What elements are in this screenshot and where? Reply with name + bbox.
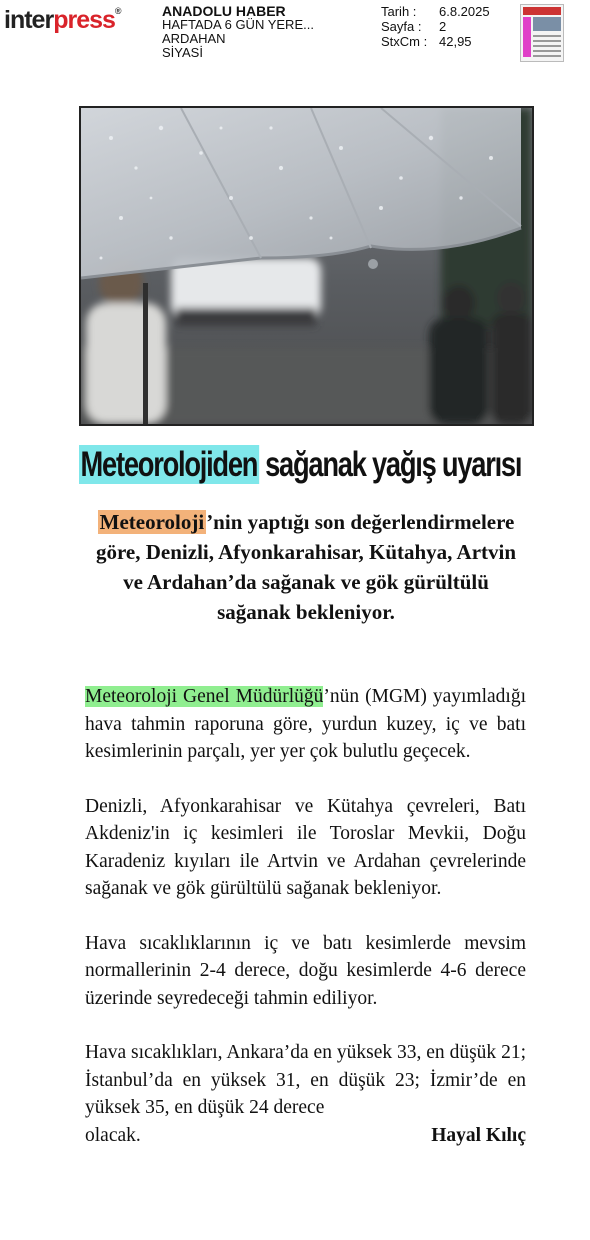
umbrella-rain-photo: [79, 106, 534, 426]
body-paragraph-1: [85, 683, 526, 766]
meta-stxcm: [381, 34, 490, 49]
lead-paragraph: [88, 507, 524, 627]
meta-page-key: Sayfa :: [381, 19, 422, 34]
page-thumbnail[interactable]: [520, 4, 564, 62]
body-paragraph-1-rest: ’nün (MGM) yayımladığı hava tahmin raporuna göre, yurdun kuzey, iç ve batı kesimlerinin parçalı, yer yer çok bulutlu geçecek.: [85, 686, 527, 762]
headline: [79, 440, 522, 490]
lead-rest: ’nin yaptığı son değerlendirmelere göre, Denizli, Afyonkarahisar, Kütahya, Artvin ve Ardahan’da sağanak ve gök gürültülü sağanak bekleniyor.: [95, 510, 517, 624]
interpress-logo: [4, 6, 121, 35]
brand-trademark: ®: [114, 6, 121, 16]
meta-stxcm-value: 42,95: [439, 34, 472, 49]
lead-highlight: Meteoroloji: [99, 510, 205, 534]
publication-section: SİYASİ: [162, 45, 203, 60]
publication-region: ARDAHAN: [162, 31, 226, 46]
body-paragraph-4: [85, 1039, 526, 1122]
closing-line: [85, 1122, 526, 1150]
body-highlight: Meteoroloji Genel Müdürlüğü: [85, 686, 324, 707]
headline-highlight: Meteorolojiden: [80, 445, 258, 484]
body-paragraph-4-end: olacak.: [85, 1124, 141, 1146]
publication-frequency: HAFTADA 6 GÜN YERE...: [162, 17, 314, 32]
meta-date-key: Tarih :: [381, 4, 417, 19]
publication-name: ANADOLU HABER: [162, 3, 286, 19]
meta-date: [381, 4, 490, 19]
brand-main: inter: [4, 6, 54, 34]
clipping-meta: [381, 4, 490, 49]
publication-info: [162, 4, 314, 60]
byline: Hayal Kılıç: [431, 1124, 526, 1146]
body-paragraph-2: Denizli, Afyonkarahisar ve Kütahya çevreleri, Batı Akdeniz'in iç kesimleri ile Toroslar Mevkii, Doğu Karadeniz kıyıları ile Artvin ve Ardahan çevrelerinde sağanak ve gök gürültülü sağanak bekleniyor.: [85, 795, 526, 899]
body-paragraph-4-text: Hava sıcaklıkları, Ankara’da en yüksek 33, en düşük 21; İstanbul’da en yüksek 31, en düşük 23; İzmir’de en yüksek 35, en düşük 24 derece: [85, 1042, 526, 1118]
headline-rest: sağanak yağış uyarısı: [258, 445, 522, 484]
brand-accent: press: [53, 6, 115, 34]
meta-page: [381, 19, 490, 34]
meta-date-value: 6.8.2025: [439, 4, 490, 19]
meta-page-value: 2: [439, 19, 447, 34]
meta-stxcm-key: StxCm :: [381, 34, 428, 49]
clipping-header: [0, 0, 590, 70]
body-paragraph-3: Hava sıcaklıklarının iç ve batı kesimlerde mevsim normallerinin 2-4 derece, doğu kesimlerde 4-6 derece üzerinde seyredeceği tahmin ediliyor.: [85, 932, 526, 1009]
article-body: [85, 683, 526, 1149]
